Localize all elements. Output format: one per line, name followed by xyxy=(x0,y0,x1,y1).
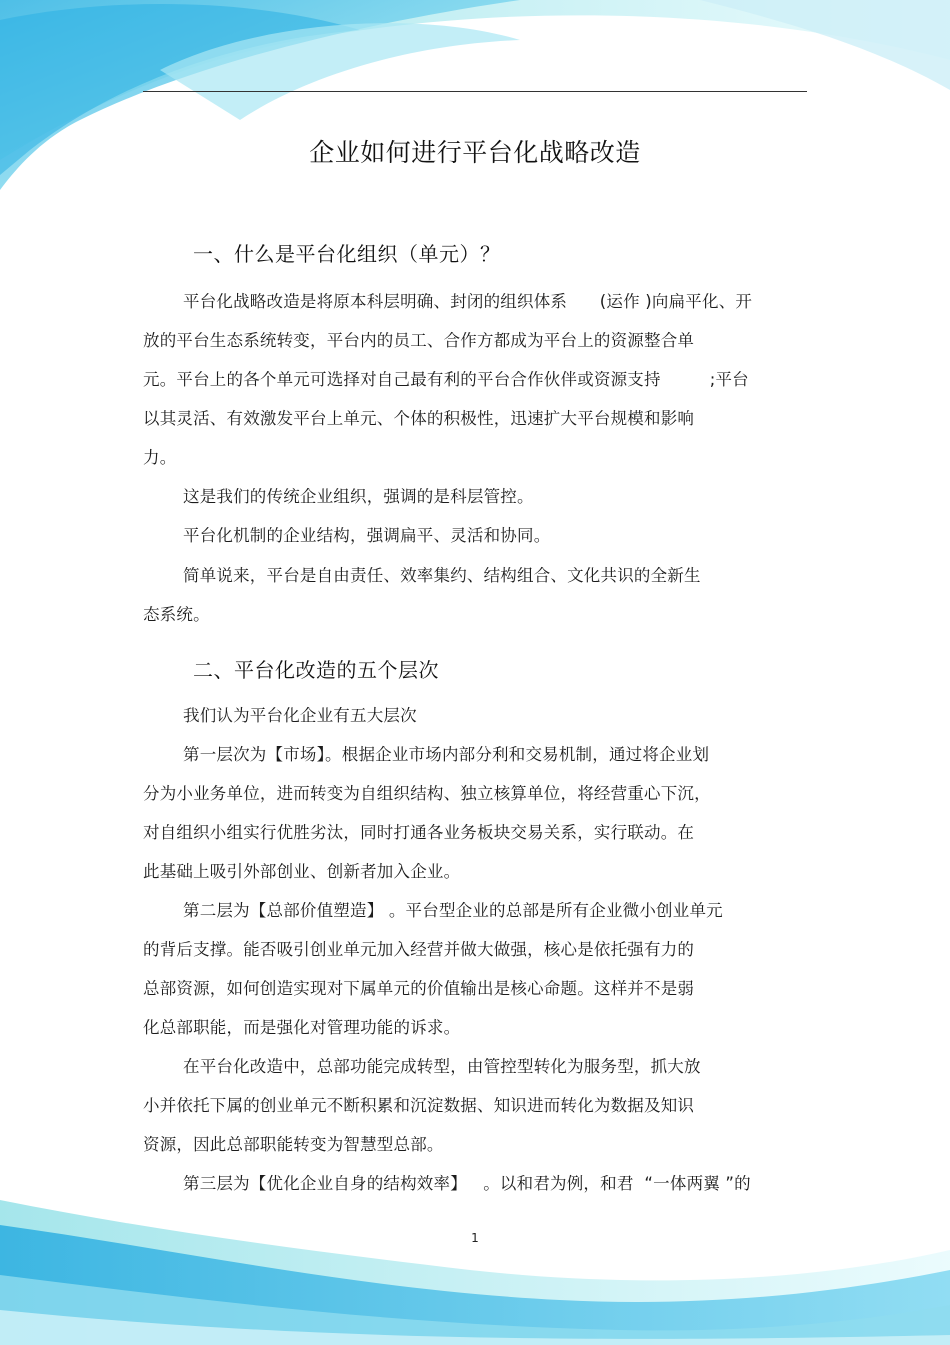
document-title: 企业如何进行平台化战略改造 xyxy=(309,138,641,167)
paragraph-line: 此基础上吸引外部创业、创新者加入企业。 xyxy=(143,862,461,881)
page-number: 1 xyxy=(471,1231,479,1245)
paragraph-line: 元。平台上的各个单元可选择对自己最有利的平台合作伙伴或资源支持 ;平台 xyxy=(143,370,749,389)
paragraph-line: 资源，因此总部职能转变为智慧型总部。 xyxy=(143,1135,444,1154)
paragraph-line: 化总部职能，而是强化对管理功能的诉求。 xyxy=(143,1018,461,1037)
paragraph-line: 力。 xyxy=(143,448,177,467)
paragraph-line: 简单说来，平台是自由责任、效率集约、结构组合、文化共识的全新生 xyxy=(183,566,701,585)
paragraph-line: 在平台化改造中，总部功能完成转型，由管控型转化为服务型，抓大放 xyxy=(183,1057,701,1076)
paragraph-line: 以其灵活、有效激发平台上单元、个体的积极性，迅速扩大平台规模和影响 xyxy=(143,409,695,428)
paragraph-line: 的背后支撑。能否吸引创业单元加入经营并做大做强，核心是依托强有力的 xyxy=(143,940,695,959)
section-heading-2: 二、平台化改造的五个层次 xyxy=(193,658,439,682)
paragraph-line: 这是我们的传统企业组织，强调的是科层管控。 xyxy=(183,487,534,506)
paragraph-line: 总部资源，如何创造实现对下属单元的价值输出是核心命题。这样并不是弱 xyxy=(143,979,695,998)
paragraph-line: 第一层次为【市场】。根据企业市场内部分利和交易机制，通过将企业划 xyxy=(183,745,710,764)
paragraph-line: 第三层为【优化企业自身的结构效率】 。以和君为例，和君 “一体两翼 ”的 xyxy=(183,1174,751,1193)
paragraph-line: 对自组织小组实行优胜劣汰，同时打通各业务板块交易关系，实行联动。在 xyxy=(143,823,695,842)
section-heading-1: 一、什么是平台化组织（单元）？ xyxy=(193,242,501,266)
paragraph-line: 平台化机制的企业结构，强调扁平、灵活和协同。 xyxy=(183,526,551,545)
paragraph-line: 平台化战略改造是将原本科层明确、封闭的组织体系 (运作 )向扁平化、开 xyxy=(183,292,753,311)
paragraph-line: 我们认为平台化企业有五大层次 xyxy=(183,706,417,725)
header-rule xyxy=(143,91,807,92)
paragraph-line: 态系统。 xyxy=(143,605,210,624)
paragraph-line: 分为小业务单位，进而转变为自组织结构、独立核算单位，将经营重心下沉， xyxy=(143,784,711,803)
paragraph-line: 第二层为【总部价值塑造】 。平台型企业的总部是所有企业微小创业单元 xyxy=(183,901,723,920)
paragraph-line: 放的平台生态系统转变，平台内的员工、合作方都成为平台上的资源整合单 xyxy=(143,331,695,350)
paragraph-line: 小并依托下属的创业单元不断积累和沉淀数据、知识进而转化为数据及知识 xyxy=(143,1096,695,1115)
